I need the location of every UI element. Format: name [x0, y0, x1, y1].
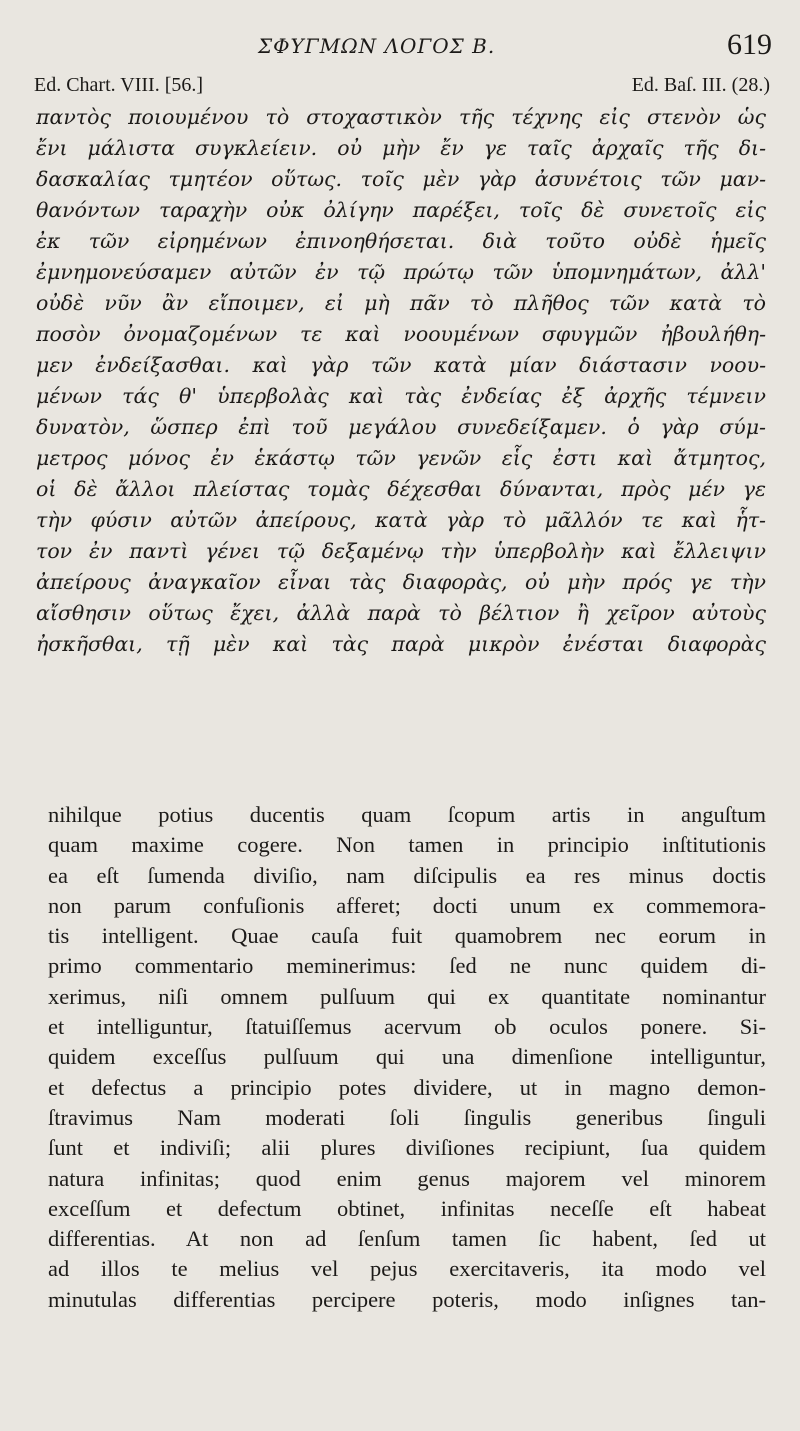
running-head — [0, 28, 800, 68]
greek-line: ποσὸν ὀνομαζομένων τε καὶ νοουμένων σφυγμῶν ἠβουλήθη- — [36, 322, 766, 346]
greek-line: δυνατὸν, ὥσπερ ἐπὶ τοῦ μεγάλου συνεδείξαμεν. ὁ γὰρ σύμ- — [36, 415, 766, 439]
greek-line: ἔνι μάλιστα συγκλείειν. οὐ μὴν ἔν γε ταῖς ἀρχαῖς τῆς δι- — [36, 136, 766, 160]
latin-line: tis intelligent. Quae cauſa fuit quamobrem nec eorum in — [48, 923, 766, 949]
running-title: ΣΦΥΓΜΩΝ ΛΟΓΟΣ Β. — [258, 34, 496, 58]
greek-line: θανόντων ταραχὴν οὐκ ὀλίγην παρέξει, τοῖς δὲ συνετοῖς εἰς — [36, 198, 766, 222]
greek-line: τον ἐν παντὶ γένει τῷ δεξαμένῳ τὴν ὑπερβολὴν καὶ ἔλλειψιν — [36, 539, 766, 563]
latin-line: nihilque potius ducentis quam ſcopum artis in anguſtum — [48, 802, 766, 827]
latin-line: minutulas differentias percipere poteris, modo inſignes tan- — [48, 1286, 766, 1312]
latin-line: natura infinitas; quod enim genus majorem vel minorem — [48, 1165, 766, 1191]
page-number: 619 — [727, 28, 772, 61]
greek-line: ἐμνημονεύσαμεν αὐτῶν ἐν τῷ πρώτῳ τῶν ὑπομνημάτων, ἀλλ' — [36, 260, 766, 284]
latin-line: primo commentario meminerimus: ſed ne nunc quidem di- — [48, 953, 766, 979]
edition-references — [0, 74, 800, 102]
greek-line: δασκαλίας τμητέον οὕτως. τοῖς μὲν γὰρ ἀσυνέτοις τῶν μαν- — [36, 167, 766, 191]
greek-line: τὴν φύσιν αὐτῶν ἀπείρους, κατὰ γὰρ τὸ μᾶλλόν τε καὶ ἧτ- — [36, 508, 766, 532]
latin-line: non parum confuſionis afferet; docti unum ex commemora- — [48, 892, 766, 918]
greek-line: ἀπείρους ἀναγκαῖον εἶναι τὰς διαφορὰς, οὐ μὴν πρός γε τὴν — [36, 570, 766, 594]
edition-reference-right: Ed. Baſ. III. (28.) — [631, 74, 770, 96]
greek-line: ἠσκῆσθαι, τῇ μὲν καὶ τὰς παρὰ μικρὸν ἐνέσται διαφορὰς — [36, 632, 766, 656]
greek-line: παντὸς ποιουμένου τὸ στοχαστικὸν τῆς τέχνης εἰς στενὸν ὡς — [36, 105, 766, 129]
latin-line: ea eſt ſumenda diviſio, nam diſcipulis ea res minus doctis — [48, 862, 766, 888]
latin-text-block — [48, 800, 766, 1315]
edition-reference-left: Ed. Chart. VIII. [56.] — [34, 74, 204, 96]
greek-line: οὐδὲ νῦν ἂν εἴποιμεν, εἰ μὴ πᾶν τὸ πλῆθος τῶν κατὰ τὸ — [36, 291, 766, 315]
greek-line: μετρος μόνος ἐν ἑκάστῳ τῶν γενῶν εἷς ἐστι καὶ ἄτμητος, — [36, 446, 766, 470]
latin-line: quidem exceſſus pulſuum qui una dimenſione intelliguntur, — [48, 1044, 766, 1070]
greek-line: μένων τάς θ' ὑπερβολὰς καὶ τὰς ἐνδείας ἐξ ἀρχῆς τέμνειν — [36, 384, 766, 408]
latin-line: quam maxime cogere. Non tamen in principio inſtitutionis — [48, 832, 766, 858]
greek-line: αἴσθησιν οὕτως ἔχει, ἀλλὰ παρὰ τὸ βέλτιον ἢ χεῖρον αὐτοὺς — [36, 601, 766, 625]
latin-line: differentias. At non ad ſenſum tamen ſic habent, ſed ut — [48, 1226, 766, 1252]
latin-line: ad illos te melius vel pejus exercitaveris, ita modo vel — [48, 1256, 766, 1282]
latin-line: xerimus, niſi omnem pulſuum qui ex quantitate nominantur — [48, 983, 766, 1009]
latin-line: et intelliguntur, ſtatuiſſemus acervum ob oculos ponere. Si- — [48, 1014, 766, 1040]
greek-line: ἐκ τῶν εἰρημένων ἐπινοηθήσεται. διὰ τοῦτο οὐδὲ ἡμεῖς — [36, 229, 766, 253]
latin-line: ſunt et indiviſi; alii plures diviſiones recipiunt, ſua quidem — [48, 1135, 766, 1161]
greek-text-block — [36, 102, 766, 660]
greek-line: μεν ἐνδείξασθαι. καὶ γὰρ τῶν κατὰ μίαν διάστασιν νοου- — [36, 353, 766, 377]
latin-line: ſtravimus Nam moderati ſoli ſingulis generibus ſinguli — [48, 1104, 766, 1130]
latin-line: exceſſum et defectum obtinet, infinitas neceſſe eſt habeat — [48, 1195, 766, 1221]
latin-line: et defectus a principio potes dividere, ut in magno demon- — [48, 1074, 766, 1100]
greek-line: οἱ δὲ ἄλλοι πλείστας τομὰς δέχεσθαι δύνανται, πρὸς μέν γε — [36, 477, 766, 501]
